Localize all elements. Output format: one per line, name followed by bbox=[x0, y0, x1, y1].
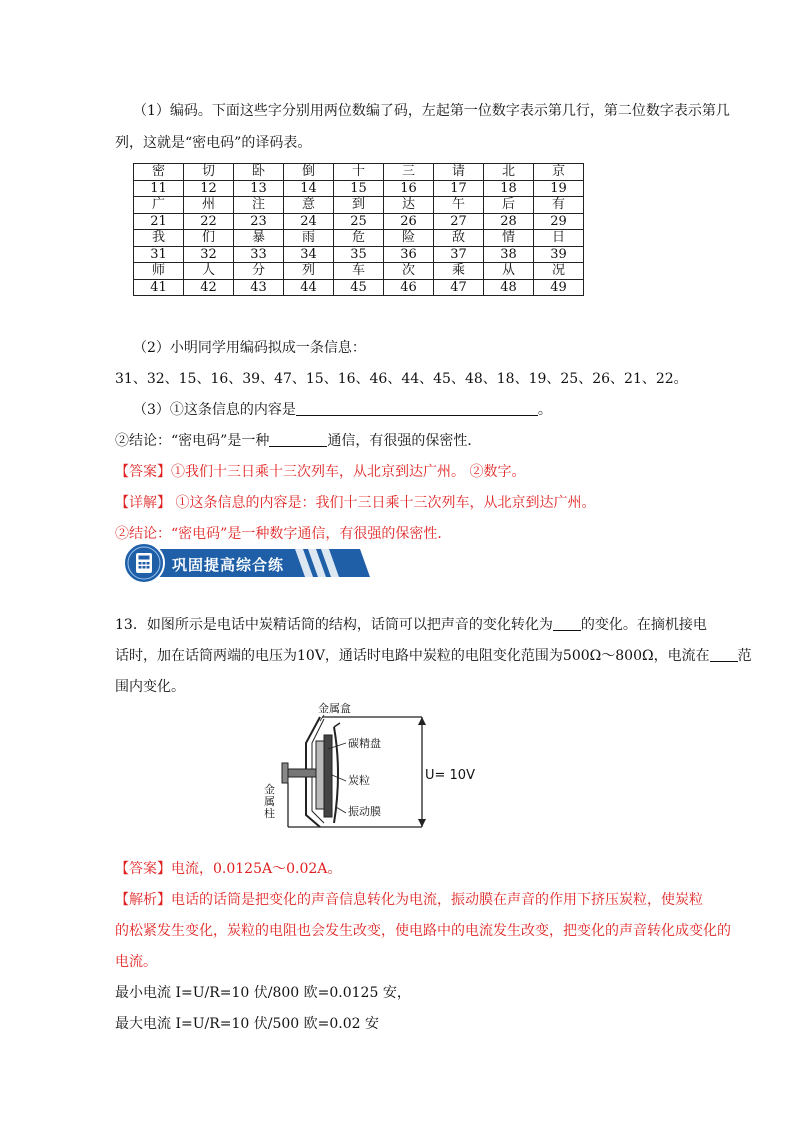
table-cell: 注 bbox=[234, 197, 284, 214]
question2-end: 通信，有很强的保密性． bbox=[327, 433, 482, 449]
table-cell: 41 bbox=[134, 279, 184, 296]
table-cell: 切 bbox=[184, 164, 234, 181]
analysis-13-line2: 的松紧发生变化，炭粒的电阻也会发生改变，使电路中的电流发生改变，把变化的声音转化成变化的 bbox=[115, 923, 731, 939]
table-cell: 乘 bbox=[434, 263, 484, 280]
table-cell: 24 bbox=[284, 213, 334, 230]
table-cell: 35 bbox=[334, 246, 384, 263]
detail-12-line2: ②结论：“密电码”是一种数字通信，有很强的保密性． bbox=[115, 526, 452, 542]
part3-question1 bbox=[133, 399, 552, 419]
label-carbon-grains: 炭粒 bbox=[348, 774, 370, 787]
table-cell: 午 bbox=[434, 197, 484, 214]
table-cell: 32 bbox=[184, 246, 234, 263]
question2-text: ②结论：“密电码”是一种 bbox=[115, 433, 270, 449]
table-cell: 达 bbox=[384, 197, 434, 214]
answer-12: 【答案】①我们十三日乘十三次列车，从北京到达广州。 ②数字。 bbox=[115, 464, 526, 480]
table-cell: 44 bbox=[284, 279, 334, 296]
analysis-13-line3: 电流。 bbox=[115, 954, 157, 970]
table-cell: 危 bbox=[334, 230, 384, 247]
table-cell: 卧 bbox=[234, 164, 284, 181]
table-cell: 16 bbox=[384, 180, 434, 197]
calculator-icon bbox=[136, 553, 152, 573]
table-cell: 11 bbox=[134, 180, 184, 197]
table-cell: 22 bbox=[184, 213, 234, 230]
table-cell: 19 bbox=[534, 180, 584, 197]
table-row bbox=[134, 230, 584, 247]
table-row bbox=[134, 197, 584, 214]
table-cell: 列 bbox=[284, 263, 334, 280]
table-row bbox=[134, 164, 584, 181]
q13-text-d: 范 bbox=[737, 648, 752, 664]
table-cell: 险 bbox=[384, 230, 434, 247]
table-cell: 请 bbox=[434, 164, 484, 181]
q13-line3: 围内变化。 bbox=[115, 679, 185, 695]
question1-end: 。 bbox=[537, 402, 552, 418]
table-cell: 我 bbox=[134, 230, 184, 247]
table-cell: 从 bbox=[484, 263, 534, 280]
table-cell: 39 bbox=[534, 246, 584, 263]
q13-blank-2[interactable] bbox=[710, 647, 738, 662]
table-cell: 26 bbox=[384, 213, 434, 230]
table-cell: 15 bbox=[334, 180, 384, 197]
table-cell: 48 bbox=[484, 279, 534, 296]
table-cell: 31 bbox=[134, 246, 184, 263]
q13-blank-1[interactable] bbox=[553, 616, 581, 631]
table-cell: 广 bbox=[134, 197, 184, 214]
table-row bbox=[134, 246, 584, 263]
answer-13: 【答案】电流，0.0125A～0.02A。 bbox=[115, 861, 342, 877]
table-cell: 43 bbox=[234, 279, 284, 296]
q13-line1 bbox=[115, 614, 707, 634]
table-cell: 车 bbox=[334, 263, 384, 280]
table-cell: 京 bbox=[534, 164, 584, 181]
part1-line2: 列，这就是“密电码”的译码表。 bbox=[115, 135, 312, 151]
table-cell: 14 bbox=[284, 180, 334, 197]
table-cell: 23 bbox=[234, 213, 284, 230]
table-cell: 45 bbox=[334, 279, 384, 296]
q13-text-b: 的变化。在摘机接电 bbox=[580, 617, 707, 633]
table-cell: 25 bbox=[334, 213, 384, 230]
table-cell: 师 bbox=[134, 263, 184, 280]
q13-text-a: 13．如图所示是电话中炭精话筒的结构，话筒可以把声音的变化转化为 bbox=[115, 617, 553, 633]
table-cell: 12 bbox=[184, 180, 234, 197]
table-cell: 雨 bbox=[284, 230, 334, 247]
table-row bbox=[134, 213, 584, 230]
table-row bbox=[134, 180, 584, 197]
table-cell: 46 bbox=[384, 279, 434, 296]
question1-text: （3）①这条信息的内容是 bbox=[133, 402, 296, 418]
table-cell: 49 bbox=[534, 279, 584, 296]
table-row bbox=[134, 279, 584, 296]
table-cell: 况 bbox=[534, 263, 584, 280]
table-cell: 人 bbox=[184, 263, 234, 280]
part2-line1: （2）小明同学用编码拟成一条信息： bbox=[133, 340, 366, 356]
table-cell: 34 bbox=[284, 246, 334, 263]
table-cell: 21 bbox=[134, 213, 184, 230]
table-cell: 36 bbox=[384, 246, 434, 263]
q13-line2 bbox=[115, 645, 752, 665]
table-cell: 们 bbox=[184, 230, 234, 247]
table-cell: 州 bbox=[184, 197, 234, 214]
table-cell: 三 bbox=[384, 164, 434, 181]
table-cell: 暴 bbox=[234, 230, 284, 247]
table-cell: 分 bbox=[234, 263, 284, 280]
table-cell: 有 bbox=[534, 197, 584, 214]
section-banner-title: 巩固提高综合练 bbox=[172, 556, 285, 574]
table-cell: 十 bbox=[334, 164, 384, 181]
answer-blank-1[interactable] bbox=[296, 401, 538, 416]
analysis-13-line1: 【解析】电话的话筒是把变化的声音信息转化为电流，振动膜在声音的作用下挤压炭粒，使炭粒 bbox=[115, 892, 703, 908]
detail-12-line1: 【详解】 ①这条信息的内容是：我们十三日乘十三次列车，从北京到达广州。 bbox=[115, 495, 596, 511]
table-cell: 后 bbox=[484, 197, 534, 214]
label-voltage: U= 10V bbox=[425, 768, 475, 783]
label-metal-box: 金属盒 bbox=[318, 702, 351, 715]
table-cell: 到 bbox=[334, 197, 384, 214]
table-cell: 28 bbox=[484, 213, 534, 230]
table-cell: 37 bbox=[434, 246, 484, 263]
table-cell: 17 bbox=[434, 180, 484, 197]
part3-question2 bbox=[115, 430, 481, 450]
label-carbon-disc: 碳精盘 bbox=[348, 737, 381, 750]
table-cell: 38 bbox=[484, 246, 534, 263]
table-cell: 42 bbox=[184, 279, 234, 296]
table-cell: 29 bbox=[534, 213, 584, 230]
label-metal-post: 金属柱 bbox=[264, 783, 275, 820]
table-cell: 18 bbox=[484, 180, 534, 197]
table-cell: 密 bbox=[134, 164, 184, 181]
table-cell: 33 bbox=[234, 246, 284, 263]
answer-blank-2[interactable] bbox=[269, 432, 327, 447]
table-cell: 敌 bbox=[434, 230, 484, 247]
q13-text-c: 话时，加在话筒两端的电压为10V，通话时电路中炭粒的电阻变化范围为500Ω～800Ω，电流在 bbox=[115, 648, 710, 664]
label-vibration-film: 振动膜 bbox=[348, 805, 381, 818]
part1-line1: （1）编码。下面这些字分别用两位数编了码，左起第一位数字表示第几行，第二位数字表示第几 bbox=[133, 103, 730, 119]
table-cell: 情 bbox=[484, 230, 534, 247]
min-current-formula: 最小电流 I=U/R=10 伏/800 欧=0.0125 安， bbox=[115, 985, 411, 1001]
table-cell: 次 bbox=[384, 263, 434, 280]
table-cell: 北 bbox=[484, 164, 534, 181]
code-table bbox=[133, 163, 584, 296]
table-cell: 日 bbox=[534, 230, 584, 247]
max-current-formula: 最大电流 I=U/R=10 伏/500 欧=0.02 安 bbox=[115, 1016, 380, 1032]
table-cell: 意 bbox=[284, 197, 334, 214]
table-cell: 47 bbox=[434, 279, 484, 296]
part2-message-codes: 31、32、15、16、39、47、15、16、46、44、45、48、18、19、25、26、21、22。 bbox=[115, 371, 688, 387]
table-cell: 13 bbox=[234, 180, 284, 197]
table-cell: 倒 bbox=[284, 164, 334, 181]
table-row bbox=[134, 263, 584, 280]
table-cell: 27 bbox=[434, 213, 484, 230]
